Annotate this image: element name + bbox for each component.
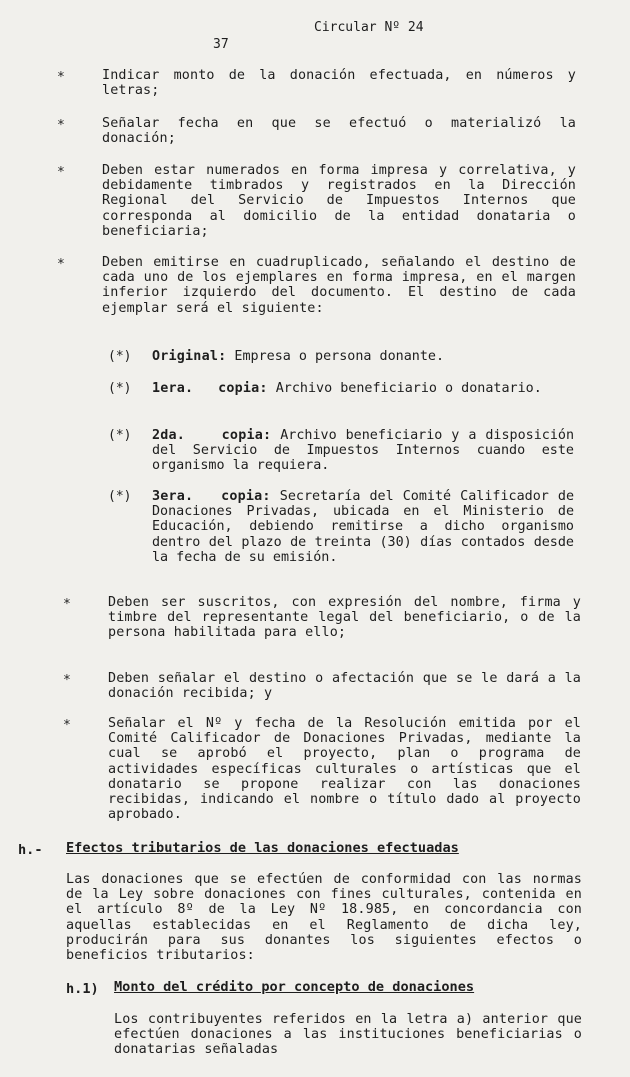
bullet-mark: * [57,165,65,180]
header-title: Circular Nº 24 [314,20,424,35]
page-number: 37 [213,37,229,52]
bullet-text: Deben señalar el destino o afectación que se le dará a la donación recibida; y [108,671,581,702]
copy-mark: (*) [108,349,132,364]
section-h-paragraph: Las donaciones que se efectúen de conformidad con las normas de la Ley sobre donaciones con fines culturales, contenida en el artículo 8º de la Ley Nº 18.985, en concordancia con aquellas establecidas en el Reglamento de dicha ley, producirán para sus donantes los siguientes efectos o beneficios tributarios: [66,872,582,964]
bullet-mark: * [57,118,65,133]
copy-text: Archivo beneficiario o donatario. [275,381,542,396]
bullet-mark: * [63,597,71,612]
bullet-text: Deben estar numerados en forma impresa y correlativa, y debidamente timbrados y registrados en la Dirección Regional del Servicio de Impuestos Internos que corresponda al domicilio de la entidad donataria o beneficiaria; [102,163,576,239]
bullet-text: Señalar fecha en que se efectuó o materializó la donación; [102,116,576,147]
section-h1-paragraph: Los contribuyentes referidos en la letra a) anterior que efectúen donaciones a las instituciones beneficiarias o donatarias señaladas [114,1012,582,1058]
copy-text: Empresa o persona donante. [234,349,445,364]
bullet-text: Deben ser suscritos, con expresión del nombre, firma y timbre del representante legal del beneficiario, o de la persona habilitada para ello; [108,595,581,641]
section-h1-title: Monto del crédito por concepto de donaciones [114,979,475,995]
copy-text: Secretaría del Comité Calificador de Donaciones Privadas, ubicada en el Ministerio de Educación, debiendo remitirse a dicho organismo dentro del plazo de treinta (30) días contados desde la fecha de su emisión. [152,489,575,565]
bullet-mark: * [57,257,65,272]
section-h1-label: h.1) [66,981,99,997]
copy-label: 3era. copia: [152,489,271,504]
copy-mark: (*) [108,428,132,443]
copy-item [152,428,574,474]
copy-text: Archivo beneficiario y a disposición del Servicio de Impuestos Internos cuando este organismo la requiera. [152,428,575,474]
copy-item [152,489,574,565]
copy-label: Original: [152,349,227,364]
section-h-title: Efectos tributarios de las donaciones efectuadas [66,840,459,856]
copy-item [152,381,574,396]
bullet-mark: * [63,673,71,688]
copy-item [152,349,574,364]
bullet-text: Señalar el Nº y fecha de la Resolución emitida por el Comité Calificador de Donaciones Privadas, mediante la cual se aprobó el proyecto, plan o programa de actividades específicas culturales o artísticas que el donatario se propone realizar con las donaciones recibidas, indicando el nombre o título dado al proyecto aprobado. [108,716,581,823]
copy-mark: (*) [108,381,132,396]
bullet-mark: * [63,718,71,733]
copy-label: 2da. copia: [152,428,272,443]
bullet-text: Deben emitirse en cuadruplicado, señalando el destino de cada uno de los ejemplares en forma impresa, en el margen inferior izquierdo del documento. El destino de cada ejemplar será el siguiente: [102,255,576,316]
copy-mark: (*) [108,489,132,504]
section-h-label: h.- [18,842,43,858]
bullet-text: Indicar monto de la donación efectuada, en números y letras; [102,68,576,99]
copy-label: 1era. copia: [152,381,268,396]
bullet-mark: * [57,70,65,85]
